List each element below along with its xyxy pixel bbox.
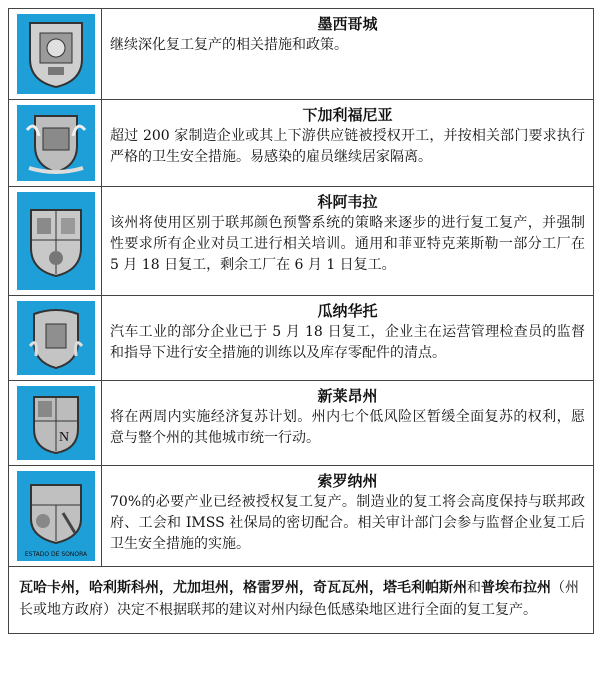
state-description: 超过 200 家制造企业或其上下游供应链被授权开工，并按相关部门要求执行严格的卫生安全措施。易感染的雇员继续居家隔离。 xyxy=(110,128,585,165)
state-measures-table xyxy=(8,8,594,634)
state-description: 继续深化复工复产的相关措施和政策。 xyxy=(110,37,348,53)
state-description: 该州将使用区别于联邦颜色预警系统的策略来逐步的进行复工复产，并强制性要求所有企业对员工进行相关培训。通用和菲亚特克莱斯勒一部分工厂在 5 月 18 日复工，剩余工厂在 6 月 1 日复工。 xyxy=(110,215,585,273)
state-name: 下加利福尼亚 xyxy=(302,106,393,124)
footer-note xyxy=(9,567,594,634)
sonora-coat-of-arms-icon xyxy=(17,471,95,561)
state-description: 70%的必要产业已经被授权复工复产。制造业的复工将会高度保持与联邦政府、工会和 IMSS 社保局的密切配合。相关审计部门会参与监督企业复工后卫生安全措施的实施。 xyxy=(110,494,585,552)
table-row xyxy=(9,100,594,187)
state-name: 科阿韦拉 xyxy=(317,193,378,211)
svg-text:N: N xyxy=(59,430,70,445)
coahuila-coat-of-arms-icon xyxy=(17,192,95,290)
footer-states: 瓦哈卡州，哈利斯科州，尤加坦州，格雷罗州，奇瓦瓦州，塔毛利帕斯州 xyxy=(19,580,467,596)
guanajuato-coat-of-arms-icon xyxy=(17,301,95,375)
table-row xyxy=(9,187,594,296)
footer-conj: 和 xyxy=(467,580,481,596)
state-description: 将在两周内实施经济复苏计划。州内七个低风险区暂缓全面复苏的权利，愿意与整个州的其他城市统一行动。 xyxy=(110,409,585,446)
state-name: 新莱昂州 xyxy=(317,387,378,405)
table-row xyxy=(9,567,594,634)
emblem-caption: ESTADO DE SONORA xyxy=(24,551,88,558)
table-row xyxy=(9,9,594,100)
mexico-city-coat-of-arms-icon xyxy=(17,14,95,94)
footer-last-state: 普埃布拉州 xyxy=(481,580,551,596)
state-name: 墨西哥城 xyxy=(317,15,378,33)
table-row xyxy=(9,296,594,381)
table-row xyxy=(9,466,594,567)
nuevo-leon-coat-of-arms-icon xyxy=(17,386,95,460)
state-name: 索罗纳州 xyxy=(317,472,378,490)
baja-california-coat-of-arms-icon xyxy=(17,105,95,181)
footer-text: （州长或地方政府）决定不根据联邦的建议对州内绿色低感染地区进行全面的复工复产。 xyxy=(19,580,579,618)
state-name: 瓜纳华托 xyxy=(317,302,378,320)
state-description: 汽车工业的部分企业已于 5 月 18 日复工，企业主在运营管理检查员的监督和指导下进行安全措施的训练以及库存零配件的清点。 xyxy=(110,324,585,361)
table-row xyxy=(9,381,594,466)
